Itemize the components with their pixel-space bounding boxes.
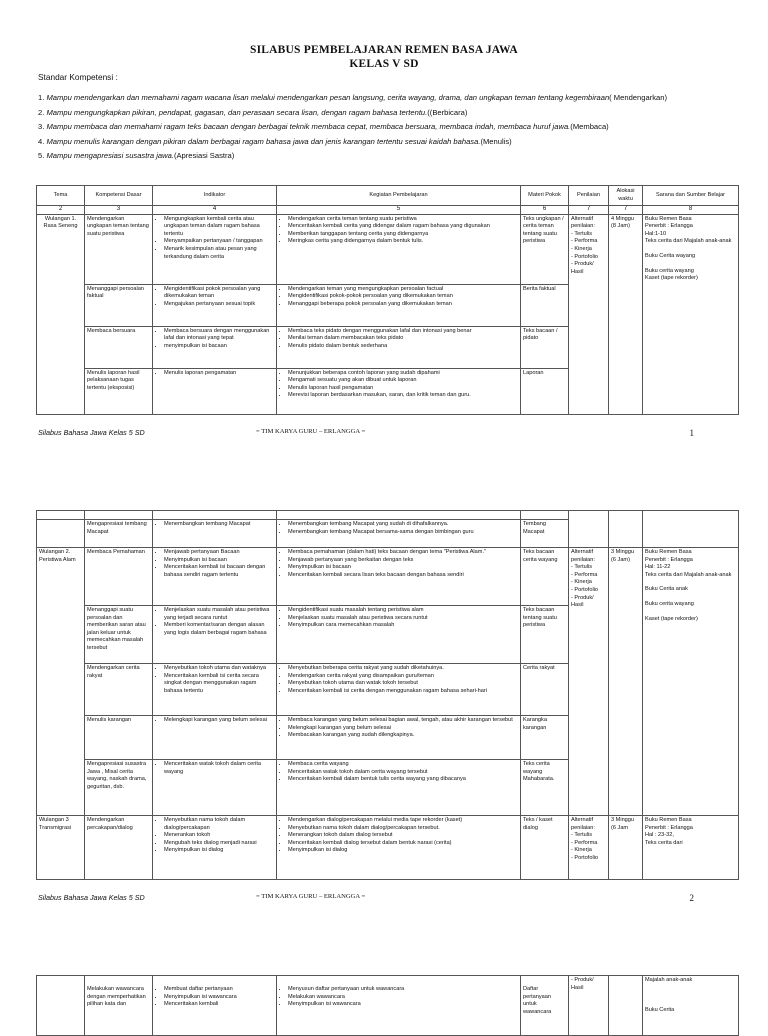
tema-cell: Wulangan 3 Transmigrasi: [37, 816, 85, 880]
competency-item: 3. Mampu membaca dan memahami ragam teks bacaan dengan berbagai teknik membaca cepat, membaca bersuara, membaca indah, membaca huruf jawa.(Membaca): [38, 122, 609, 131]
footer-left: Silabus Bahasa Jawa Kelas 5 SD: [38, 428, 145, 437]
kd-cell: Membaca bersuara: [85, 326, 153, 368]
kd-cell: Menulis laporan hasil pelaksanaan tugas tertentu (eksposisi): [85, 368, 153, 414]
table-row: [37, 976, 739, 1036]
col-number: 3: [85, 206, 153, 215]
indikator-cell: • Mengidentifikasi pokok persoalan yang dikemukakan teman • Mengajukan pertanyaan sesuai topik: [153, 284, 277, 326]
standar-label: Standar Kompetensi :: [38, 72, 118, 82]
competency-item: 4. Mampu menulis karangan dengan pikiran dalam berbagai ragam bahasa jawa dan jenis karangan tertentu sesuai kaidah bahasa.(Menulis): [38, 136, 512, 146]
syllabus-table-page-2: [36, 510, 739, 880]
sarana-cell: Buku Remen Basa Penerbit : Erlangga Hal: 11-22 Teks cerita dari Majalah anak-anak Buku Cerita anak Buku cerita wayang Kaset (tape rekorder): [643, 548, 739, 816]
kegiatan-cell: • Mendengarkan dialog/percakapan melalui media tape rekorder (kaset) • Menyebutkan nama tokoh dalam dialog/percakapan tersebut. • Menerangkan tokoh dalam dialog tersebut • Menceritakan kembali dialog tersebut dalam bentuk narasi (cerita) • Menyimpulkan isi dialog: [277, 816, 521, 880]
materi-cell: Teks bacaan / pidato: [521, 326, 569, 368]
competency-item: 1. Mampu mendengarkan dan memahami ragam wacana lisan melalui mendengarkan pesan langsung, cerita wayang, drama, dan ungkapan teman tentang kegembiraan( Mendengarkan): [38, 93, 668, 102]
header-penilaian: Penilaian: [569, 186, 609, 206]
kegiatan-cell: • Mendengarkan cerita teman tentang suatu peristiwa • Menceritakan kembali cerita yang didengar dalam ragam bahasa yang digunakan • Memberikan tanggapan tentang cerita yang didengarnya • Meringkas cerita yang didengarnya dalam bentuk tulis.: [277, 214, 521, 284]
col-number: 8: [643, 206, 739, 215]
table-row: [37, 548, 739, 606]
kegiatan-cell: • Membaca pemahaman (dalam hati) teks bacaan dengan tema "Peristiwa Alam." • Menjawab pertanyaan yang berkaitan dengan teks • Menyimpulkan isi bacaan • Menceritakan kembali secara lisan teks bacaan dengan bahasa sendiri: [277, 548, 521, 606]
materi-cell: Berita faktual: [521, 284, 569, 326]
page-number: 1: [689, 428, 694, 438]
kegiatan-cell: • Menunjukkan beberapa contoh laporan yang sudah dipahami • Mengamati sesuatu yang akan dibuat untuk laporan • Menulis laporan hasil pengamatan • Merevisi laporan berdasarkan masukan, saran, dan kritik teman dan guru.: [277, 368, 521, 414]
syllabus-table-page-3: [36, 975, 739, 1036]
kd-cell: Melakukan wawancara dengan memperhatikan pilihan kata dan: [85, 976, 153, 1036]
penilaian-cell: Alternatif penilaian: - Tertulis - Performa - Kinerja - Portofolio - Produk/ Hasil: [569, 548, 609, 816]
indikator-cell: • Membuat daftar pertanyaan • Menyimpulkan isi wawancara • Menceritakan kembali: [153, 976, 277, 1036]
materi-cell: Tembang Macapat: [521, 520, 569, 548]
header-sarana: Sarana dan Sumber Belajar: [643, 186, 739, 206]
kd-cell: Menanggapi suatu persoalan dan memberikan saran atau jalan keluar untuk memecahkan masalah tersebut: [85, 606, 153, 664]
syllabus-table-page-1: [36, 185, 739, 415]
document-title: SILABUS PEMBELAJARAN REMEN BASA JAWA: [250, 44, 518, 56]
competency-item: 2. Mampu mengungkapkan pikiran, pendapat, gagasan, dan perasaan secara lisan, dengan ragam bahasa tertentu.((Berbicara): [38, 107, 468, 117]
header-kegiatan: Kegiatan Pembelajaran: [277, 186, 521, 206]
alokasi-cell: 4 Minggu (8 Jam): [609, 214, 643, 414]
kd-cell: Mengapresiasi susastra Jawa , Misal cerita wayang, naskah drama, geguritan, dsb.: [85, 760, 153, 816]
sarana-cell: Majalah anak-anak Buku Cerita: [643, 976, 739, 1036]
table-row: [37, 816, 739, 880]
document-subtitle: KELAS V SD: [349, 58, 419, 70]
materi-cell: Teks bacaan cerita wayang: [521, 548, 569, 606]
indikator-cell: • Menyebutkan nama tokoh dalam dialog/percakapan • Menerankan tokoh • Mengubah teks dialog menjadi narasi • Menyimpulkan isi dialog: [153, 816, 277, 880]
kd-cell: Mendengarkan ungkapan teman tentang suatu peristiwa: [85, 214, 153, 284]
kd-cell: Membaca Pemahaman: [85, 548, 153, 606]
materi-cell: Teks bacaan tentang suatu peristiwa: [521, 606, 569, 664]
penilaian-cell: Alternatif penilaian: - Tertulis - Performa - Kinerja - Portofolio - Produk/ Hasil: [569, 214, 609, 414]
kegiatan-cell: • Mendengarkan teman yang mengungkapkan persoalan factual • Mengidentifikasi pokok-pokok persoalan yang dikemukakan teman • Menanggapi beberapa pokok persoalan yang dikemukakan teman: [277, 284, 521, 326]
penilaian-cell: - Produk/ Hasil: [569, 976, 609, 1036]
col-number: 7: [569, 206, 609, 215]
footer-center: = TIM KARYA GURU – ERLANGGA =: [256, 428, 366, 435]
header-tema: Tema: [37, 186, 85, 206]
col-number: 2: [37, 206, 85, 215]
alokasi-cell: 3 Minggu (6 Jam: [609, 816, 643, 880]
kegiatan-cell: • Menembangkan tembang Macapat yang sudah di dihafalkannya. • Menembangkan tembang Macapat bersama-sama dengan bimbingan guru: [277, 520, 521, 548]
kegiatan-cell: • Menyusun daftar pertanyaan untuk wawancara • Melakukan wawancara • Menyimpulkan isi wawancara: [277, 976, 521, 1036]
kegiatan-cell: • Mengidentifikasi suatu masalah tentang peristiwa alam • Menjelaskan suatu masalah atau peristiwa secara runtut • Menyimpulkan cara memecahkan masalah: [277, 606, 521, 664]
col-number: 7: [609, 206, 643, 215]
kegiatan-cell: • Membaca cerita wayang • Menceritakan watak tokoh dalam cerita wayang tersebut • Menceritakan kembali dalam bentuk tulis cerita wayang yang dibacanya: [277, 760, 521, 816]
kd-cell: Menanggapi persoalan faktual: [85, 284, 153, 326]
kegiatan-cell: • Membaca karangan yang belum selesai bagian awal, tengah, atau akhir karangan tersebut • Melengkapi karangan yang belum selesai • Membacakan karangan yang sudah dilengkapinya.: [277, 716, 521, 760]
materi-cell: Cerita rakyat: [521, 664, 569, 716]
header-alokasi: Alokasi waktu: [609, 186, 643, 206]
footer-center: = TIM KARYA GURU – ERLANGGA =: [256, 893, 366, 900]
materi-cell: Teks cerita wayang Mahabarata.: [521, 760, 569, 816]
sarana-cell: Buku Remen Basa Penerbit : Erlangga Hal:1-10 Teks cerita dari Majalah anak-anak Buku Cerita wayang Buku cerita wayang Kaset (tape rekorder): [643, 214, 739, 414]
indikator-cell: • Melengkapi karangan yang belum selesai: [153, 716, 277, 760]
materi-cell: Daftar pertanyaan untuk wawancara: [521, 976, 569, 1036]
indikator-cell: • Menceritakan watak tokoh dalam cerita wayang: [153, 760, 277, 816]
kd-cell: Mendengarkan cerita rakyat: [85, 664, 153, 716]
tema-cell: Wulangan 2. Peristiwa Alam: [37, 548, 85, 816]
competency-item: 5. Mampu mengapresiasi susastra jawa.(Apresiasi Sastra): [38, 151, 235, 160]
alokasi-cell: 3 Minggu (6 Jam): [609, 548, 643, 816]
table-row: [37, 214, 739, 284]
penilaian-cell: Alternatif penilaian: - Tertulis - Performa - Kinerja - Portofolio: [569, 816, 609, 880]
header-materi: Materi Pokok: [521, 186, 569, 206]
col-number: 6: [521, 206, 569, 215]
indikator-cell: • Menulis laporan pengamatan: [153, 368, 277, 414]
sarana-cell: Buku Remen Basa Penerbit : Erlangga Hal : 23-32, Teks cerita dari: [643, 816, 739, 880]
indikator-cell: • Menjelaskan suatu masalah atau peristiwa yang terjadi secara runtut • Memberi komentar/saran dengan alasan yang logis dalam berbagai ragam bahasa: [153, 606, 277, 664]
col-number: 4: [153, 206, 277, 215]
competency-list: [38, 93, 738, 162]
indikator-cell: • Menembangkan tembang Macapat: [153, 520, 277, 548]
materi-cell: Teks ungkapan / cerita teman tentang suatu peristiwa: [521, 214, 569, 284]
page-number: 2: [689, 893, 694, 903]
materi-cell: Laporan: [521, 368, 569, 414]
kd-cell: Menulis karangan: [85, 716, 153, 760]
header-kompetensi: Kompetensi Dasar: [85, 186, 153, 206]
kd-cell: Mendengarkan percakapan/dialog: [85, 816, 153, 880]
materi-cell: Karangka karangan: [521, 716, 569, 760]
footer-left: Silabus Bahasa Jawa Kelas 5 SD: [38, 893, 145, 902]
kd-cell: Mengapresiasi tembang Macapat: [85, 520, 153, 548]
kegiatan-cell: • Menyebutkan beberapa cerita rakyat yang sudah diketahuinya. • Mendengarkan cerita rakyat yang disampaikan guru/teman • Menyebutkan tokoh utama dan watak tokoh tersebut • Menceritakan kembali isi cerita dengan menggunakan ragam bahasa sehari-hari: [277, 664, 521, 716]
header-indikator: Indikator: [153, 186, 277, 206]
materi-cell: Teks / kaset dialog: [521, 816, 569, 880]
indikator-cell: • Menjawab pertanyaan Bacaan • Menyimpulkan isi bacaan • Menceritakan kembali isi bacaan dengan bahasa sendiri ragam tertentu: [153, 548, 277, 606]
indikator-cell: • Menyebutkan tokoh utama dan wataknya • Menceritakan kembali isi cerita secara singkat dengan menggunakan ragam bahasa tertentu: [153, 664, 277, 716]
indikator-cell: • Mengungkapkan kembali cerita atau ungkapan teman dalam ragam bahasa tertentu • Menyampaikan pertanyaan / tanggapan • Menarik kesimpulan atau pesan yang terkandung dalam cerita: [153, 214, 277, 284]
indikator-cell: • Membaca bersuara dengan menggunakan lafal dan intonasi yang tepat • menyimpulkan isi bacaan: [153, 326, 277, 368]
tema-cell: Wulangan 1. Rasa Seneng: [37, 214, 85, 414]
kegiatan-cell: • Membaca teks pidato dengan menggunakan lafal dan intonasi yang benar • Menilai teman dalam membacakan teks pidato • Menulis pidato dalam bentuk sederhana: [277, 326, 521, 368]
col-number: 5: [277, 206, 521, 215]
